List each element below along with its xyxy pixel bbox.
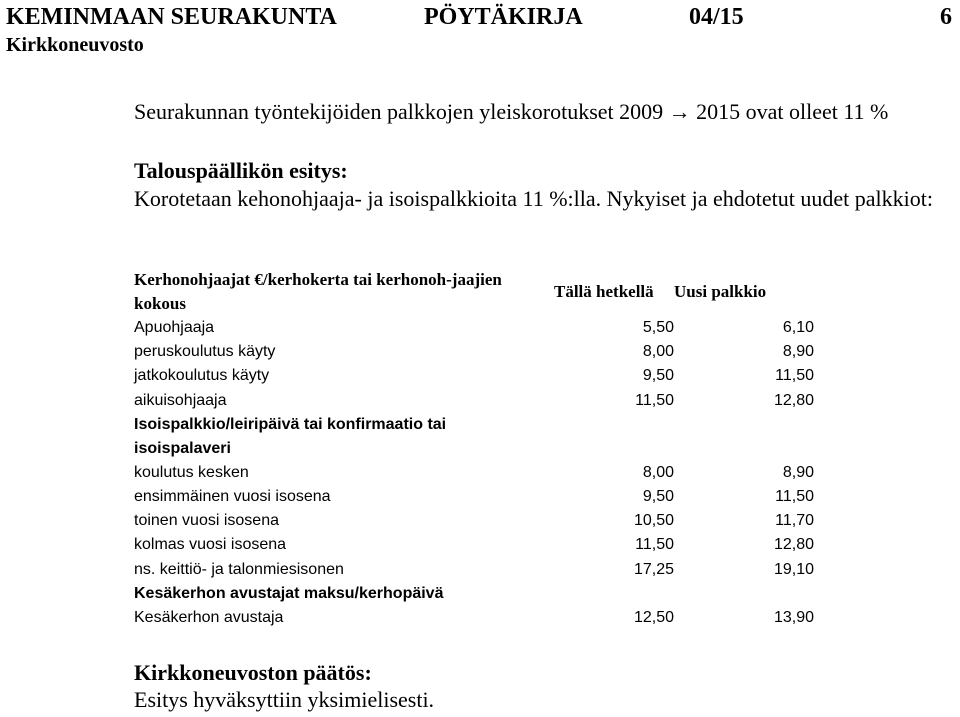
document-number: 04/15 <box>689 4 744 30</box>
table-row <box>134 389 814 413</box>
decision-heading: Kirkkoneuvoston päätös: <box>134 660 372 685</box>
row-new: 11,50 <box>775 367 814 385</box>
page-number: 6 <box>940 4 952 30</box>
row-current <box>554 582 674 606</box>
column-header-new: Uusi palkkio <box>674 282 767 301</box>
table-row <box>134 558 814 582</box>
row-new: 6,10 <box>782 319 814 337</box>
row-current: 8,00 <box>642 343 674 361</box>
section-row <box>134 413 814 461</box>
table-row <box>134 461 814 485</box>
table-row <box>134 364 814 388</box>
row-current: 12,50 <box>633 608 674 626</box>
row-current: 10,50 <box>633 512 674 530</box>
intro-text: Seurakunnan työntekijöiden palkkojen yleiskorotukset 2009 → 2015 ovat olleet 11 % <box>134 99 889 124</box>
row-current <box>554 413 674 461</box>
row-label: Kesäkerhon avustaja <box>134 608 284 626</box>
row-new: 12,80 <box>773 536 814 554</box>
table-row <box>134 533 814 557</box>
governing-body: Kirkkoneuvosto <box>6 34 144 56</box>
proposal-heading: Talouspäällikön esitys: <box>134 158 348 183</box>
column-header-current: Tällä hetkellä <box>554 282 654 301</box>
row-new: 8,90 <box>782 463 814 481</box>
fee-table <box>134 268 814 630</box>
row-label: ensimmäinen vuosi isosena <box>134 488 331 506</box>
row-label: Apuohjaaja <box>134 319 215 337</box>
row-new <box>674 582 814 606</box>
table-row <box>134 485 814 509</box>
table-row <box>134 316 814 340</box>
row-label: peruskoulutus käyty <box>134 343 276 361</box>
page-header <box>6 2 956 56</box>
row-label: aikuisohjaaja <box>134 391 227 409</box>
row-new: 11,50 <box>775 488 814 506</box>
row-current: 11,50 <box>635 536 674 554</box>
section-label: Isoispalkkio/leiripäivä tai konfirmaatio tai isoispalaveri <box>134 415 447 457</box>
section-label: Kesäkerhon avustajat maksu/kerhopäivä <box>134 584 444 602</box>
row-new: 8,90 <box>782 343 814 361</box>
document-type: PÖYTÄKIRJA <box>424 4 583 30</box>
row-new: 13,90 <box>773 608 814 626</box>
row-label: toinen vuosi isosena <box>134 512 279 530</box>
row-current: 8,00 <box>642 463 674 481</box>
row-label: jatkokoulutus käyty <box>134 367 270 385</box>
decision-text: Esitys hyväksyttiin yksimielisesti. <box>134 687 435 712</box>
row-current: 11,50 <box>635 391 674 409</box>
org-name: KEMINMAAN SEURAKUNTA <box>6 4 337 30</box>
row-current: 9,50 <box>642 367 674 385</box>
row-label: ns. keittiö- ja talonmiesisonen <box>134 560 344 578</box>
row-current: 5,50 <box>642 319 674 337</box>
row-label: koulutus kesken <box>134 463 249 481</box>
row-new: 12,80 <box>773 391 814 409</box>
row-current: 9,50 <box>642 488 674 506</box>
column-header-item: Kerhonohjaajat €/kerhokerta tai kerhonoh-jaajien kokous <box>134 270 502 313</box>
row-new <box>674 413 814 461</box>
row-new: 19,10 <box>773 560 814 578</box>
section-row <box>134 582 814 606</box>
table-row <box>134 606 814 630</box>
row-label: kolmas vuosi isosena <box>134 536 287 554</box>
table-row <box>134 340 814 364</box>
row-new: 11,70 <box>775 512 814 530</box>
row-current: 17,25 <box>633 560 674 578</box>
table-header-row <box>134 268 814 316</box>
proposal-text: Korotetaan kehonohjaaja- ja isoispalkkioita 11 %:lla. Nykyiset ja ehdotetut uudet palkkiot: <box>134 186 933 211</box>
table-row <box>134 509 814 533</box>
